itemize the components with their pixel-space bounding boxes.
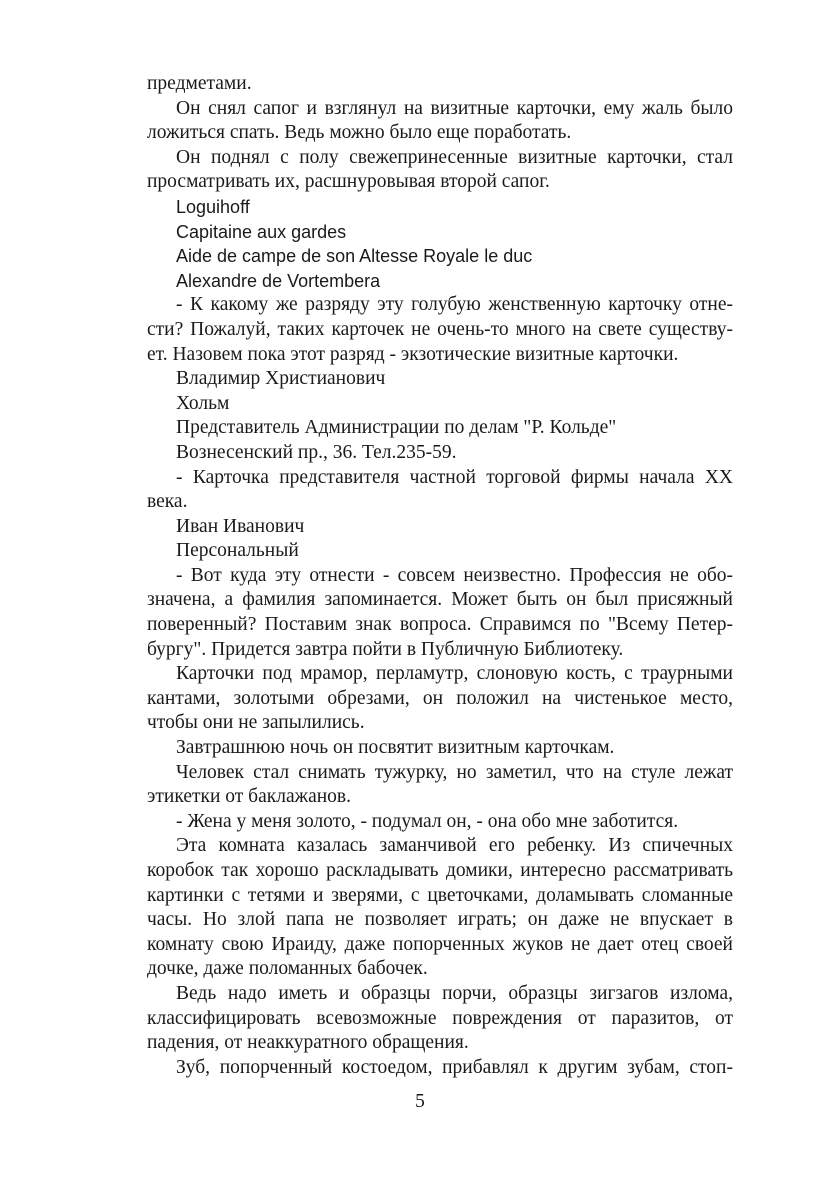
text-line: ложиться спать. Ведь можно было еще поработать. — [147, 122, 572, 144]
text-line: падения, от неаккуратного обращения. — [147, 1032, 469, 1054]
card-line: Владимир Христианович — [176, 368, 386, 390]
text-line: картинки с тетями и зверями, с цветочками, доламывать сломанные — [147, 884, 733, 906]
text-line: значена, а фамилия запоминается. Может быть он был присяжный — [147, 589, 733, 611]
text-line: кантами, золотыми обрезами, он положил на чистенькое место, — [147, 687, 733, 709]
text-line: века. — [147, 491, 188, 513]
card-line: Представитель Администрации по делам "Р. Кольде" — [176, 417, 617, 439]
text-line: Карточки под мрамор, перламутр, слоновую кость, с траурными — [176, 663, 733, 685]
card-line: Alexandre de Vortembera — [176, 270, 381, 291]
text-line: часы. Но злой папа не позволяет играть; он даже не впускает в — [147, 909, 733, 931]
text-line: Он снял сапог и взглянул на визитные карточки, ему жаль было — [176, 97, 733, 119]
text-line: Ведь надо иметь и образцы порчи, образцы зигзагов излома, — [176, 982, 733, 1004]
text-line: чтобы они не запылились. — [147, 712, 365, 734]
text-line: - Вот куда эту отнести - совсем неизвестно. Профессия не обо- — [176, 564, 733, 586]
text-line: Он поднял с полу свежепринесенные визитные карточки, стал — [176, 146, 733, 168]
card-line: Loguihoff — [176, 196, 250, 217]
text-line: Человек стал снимать тужурку, но заметил, что на стуле лежат — [176, 761, 733, 783]
text-line: предметами. — [147, 73, 252, 94]
page-number: 5 — [415, 1091, 425, 1112]
card-line: Aide de campe de son Altesse Royale le duc — [176, 246, 533, 267]
text-line: дочке, даже поломанных бабочек. — [147, 958, 428, 980]
card-line: Иван Иванович — [176, 515, 305, 537]
text-line: коробок так хорошо раскладывать домики, интересно рассматривать — [147, 860, 733, 881]
text-line: ет. Назовем пока этот разряд - экзотические визитные карточки. — [147, 343, 679, 365]
page-text — [147, 72, 733, 1080]
text-line: просматривать их, расшнуровывая второй сапог. — [147, 171, 550, 193]
text-line: комнату свою Ираиду, даже попорченных жуков не дает отец своей — [147, 933, 733, 955]
text-line: - Жена у меня золото, - подумал он, - она обо мне заботится. — [176, 810, 679, 832]
text-line: этикетки от баклажанов. — [147, 786, 351, 808]
text-line: - К какому же разряду эту голубую женственную карточку отне- — [176, 294, 733, 316]
card-line: Capitaine aux gardes — [176, 221, 347, 242]
card-line: Персональный — [176, 540, 299, 562]
text-line: сти? Пожалуй, таких карточек не очень-то много на свете существу- — [147, 318, 733, 340]
text-line: - Карточка представителя частной торговой фирмы начала XX — [176, 466, 733, 488]
text-line: бургу". Придется завтра пойти в Публичную Библиотеку. — [147, 638, 624, 660]
card-line: Хольм — [176, 392, 230, 414]
text-line: Эта комната казалась заманчивой его ребенку. Из спичечных — [176, 835, 733, 857]
text-line: Зуб, попорченный костоедом, прибавлял к другим зубам, стоп- — [176, 1056, 733, 1078]
card-line: Вознесенский пр., 36. Тел.235-59. — [176, 441, 457, 463]
text-line: Завтрашнюю ночь он посвятит визитным карточкам. — [176, 737, 615, 759]
text-line: классифицировать всевозможные повреждения от паразитов, от — [147, 1007, 733, 1029]
text-line: поверенный? Поставим знак вопроса. Справимся по "Всему Петер- — [147, 614, 733, 636]
